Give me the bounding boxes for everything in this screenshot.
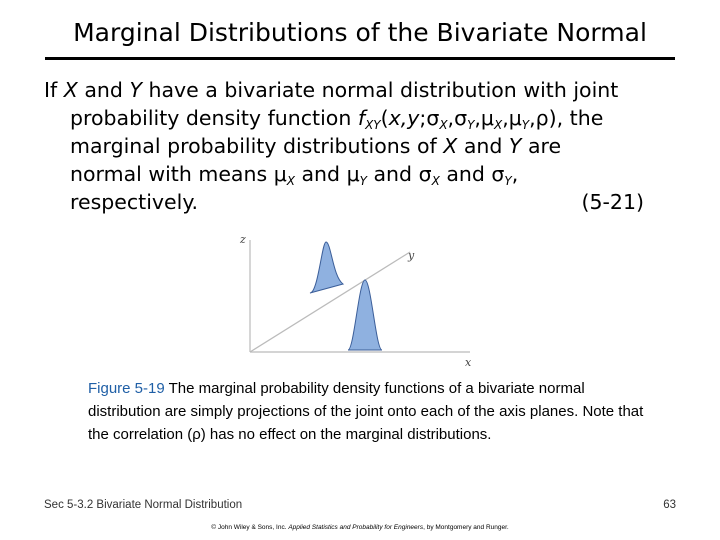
subscript: Y bbox=[521, 118, 530, 132]
body-line-2 bbox=[44, 104, 684, 132]
marginal-density-x bbox=[348, 280, 382, 350]
body-paragraph bbox=[44, 76, 684, 216]
text-run: and σ bbox=[439, 162, 505, 186]
text-run: and μ bbox=[294, 162, 360, 186]
y-axis-label: y bbox=[408, 249, 415, 262]
z-axis-label: z bbox=[240, 233, 246, 246]
var-y: Y bbox=[508, 134, 522, 158]
subscript: XY bbox=[365, 118, 381, 132]
text-run: and σ bbox=[366, 162, 432, 186]
body-line-4 bbox=[44, 160, 684, 188]
body-line-3 bbox=[44, 132, 684, 160]
text-run: , bbox=[511, 162, 519, 186]
copyright-text: © John Wiley & Sons, Inc. bbox=[211, 524, 289, 531]
subscript: Y bbox=[359, 174, 367, 188]
text-run: respectively. bbox=[70, 190, 199, 214]
text-run: If bbox=[44, 78, 64, 102]
subscript: Y bbox=[504, 174, 512, 188]
equation-number: (5-21) bbox=[581, 190, 644, 214]
text-run: and bbox=[457, 134, 509, 158]
text-run: ,ρ), the bbox=[529, 106, 604, 130]
slide-title: Marginal Distributions of the Bivariate Normal bbox=[73, 18, 647, 47]
subscript: X bbox=[493, 118, 503, 132]
title-underline bbox=[45, 57, 675, 60]
text-run: marginal probability distributions of bbox=[70, 134, 444, 158]
subscript: X bbox=[286, 174, 295, 188]
text-run: ,μ bbox=[502, 106, 522, 130]
marginal-density-y bbox=[310, 242, 343, 293]
bivariate-normal-figure bbox=[232, 232, 477, 367]
text-run: ( bbox=[380, 106, 389, 130]
var-x: X bbox=[63, 78, 78, 102]
body-line-1 bbox=[44, 76, 684, 104]
body-line-5 bbox=[44, 188, 684, 216]
text-run: have a bivariate normal distribution with joint bbox=[141, 78, 619, 102]
var-xy: x,y bbox=[388, 106, 420, 130]
subscript: X bbox=[431, 174, 440, 188]
var-f: f bbox=[357, 106, 366, 130]
figure-label: Figure 5-19 bbox=[88, 380, 165, 397]
text-run: ,μ bbox=[474, 106, 494, 130]
text-run: and bbox=[77, 78, 130, 102]
copyright bbox=[0, 524, 720, 531]
text-run: are bbox=[521, 134, 562, 158]
copyright-authors: , by Montgomery and Runger. bbox=[423, 524, 509, 531]
var-x: X bbox=[443, 134, 458, 158]
caption-text: The marginal probability density functions of a bivariate normal distribution are simply projections of the joint onto each of the axis planes. Note that the correlation (ρ) has no effect on the marginal distributions. bbox=[88, 380, 644, 443]
figure-caption bbox=[88, 377, 648, 446]
footer-section: Sec 5-3.2 Bivariate Normal Distribution bbox=[44, 499, 243, 511]
book-title: Applied Statistics and Probability for Engineers bbox=[288, 524, 424, 531]
text-run: probability density function bbox=[70, 106, 358, 130]
text-run: ;σ bbox=[419, 106, 440, 130]
subscript: Y bbox=[467, 118, 475, 132]
x-axis-label: x bbox=[465, 356, 472, 367]
var-y: Y bbox=[129, 78, 142, 102]
subscript: X bbox=[439, 118, 448, 132]
text-run: normal with means μ bbox=[70, 162, 287, 186]
page-number: 63 bbox=[663, 499, 676, 511]
text-run: ,σ bbox=[447, 106, 468, 130]
